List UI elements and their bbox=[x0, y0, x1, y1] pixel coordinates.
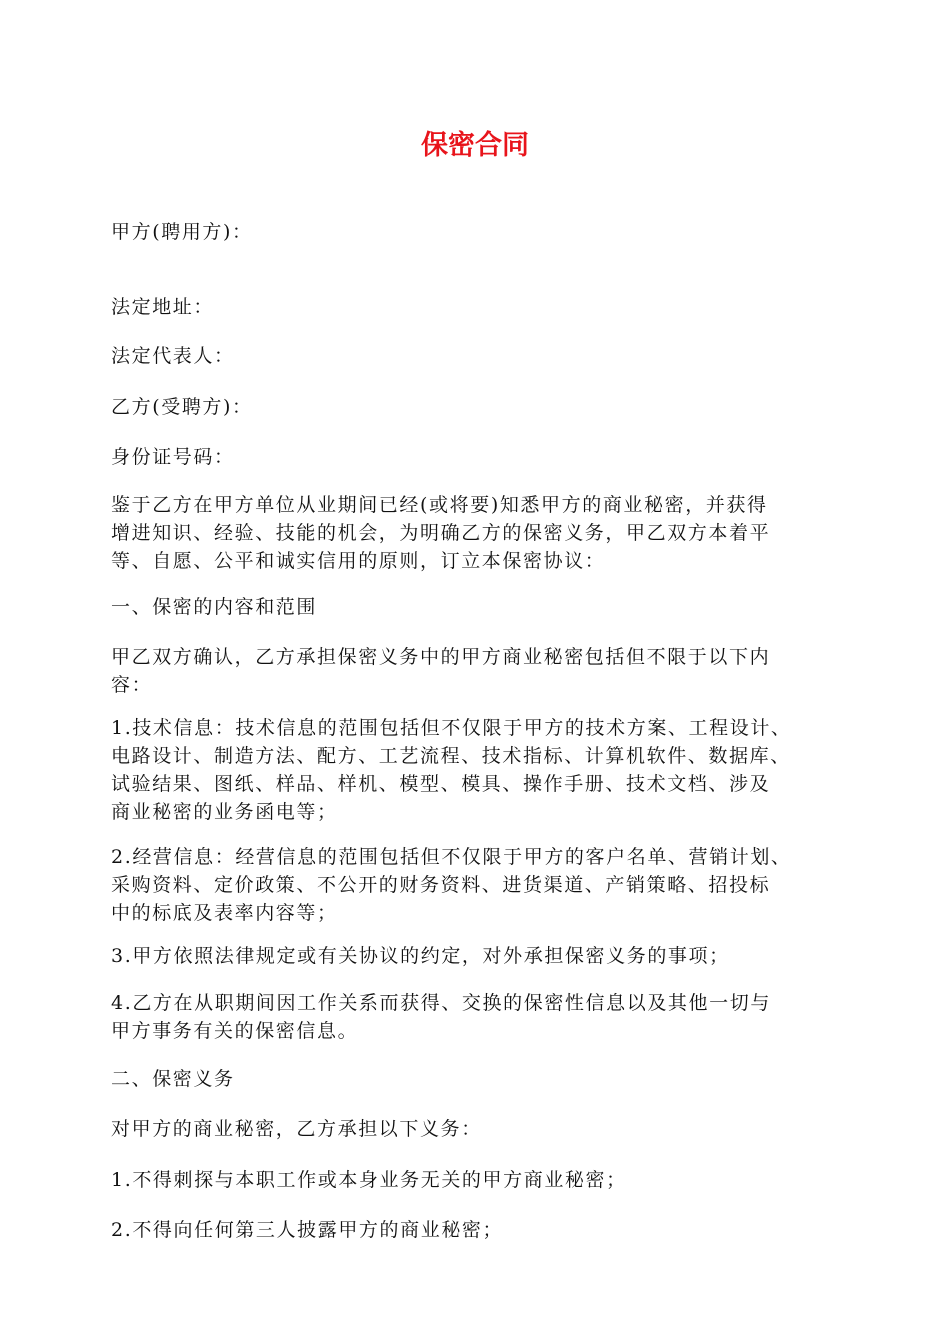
preamble-paragraph bbox=[111, 491, 846, 575]
section1-item-4 bbox=[111, 989, 846, 1045]
preamble-line: 等、自愿、公平和诚实信用的原则，订立本保密协议： bbox=[111, 550, 606, 572]
section1-intro bbox=[111, 643, 846, 699]
party-a-field: 甲方(聘用方)： bbox=[111, 221, 253, 243]
preamble-line: 鉴于乙方在甲方单位从业期间已经(或将要)知悉甲方的商业秘密，并获得 bbox=[111, 494, 768, 516]
section1-item-2 bbox=[111, 843, 846, 927]
section1-item-3: 3.甲方依照法律规定或有关协议的约定，对外承担保密义务的事项； bbox=[111, 945, 730, 967]
party-b-field: 乙方(受聘方)： bbox=[111, 396, 253, 418]
item-line: 商业秘密的业务函电等； bbox=[111, 801, 338, 823]
section1-intro-line: 容： bbox=[111, 674, 153, 696]
document-title: 保密合同 bbox=[421, 130, 529, 161]
id-number-field: 身份证号码： bbox=[111, 446, 235, 468]
section1-heading: 一、保密的内容和范围 bbox=[111, 596, 318, 618]
item-line: 电路设计、制造方法、配方、工艺流程、技术指标、计算机软件、数据库、 bbox=[111, 745, 791, 767]
section2-heading: 二、保密义务 bbox=[111, 1068, 235, 1090]
item-line: 1.技术信息：技术信息的范围包括但不仅限于甲方的技术方案、工程设计、 bbox=[111, 717, 792, 739]
section2-item-2: 2.不得向任何第三人披露甲方的商业秘密； bbox=[111, 1219, 504, 1241]
section1-item-1 bbox=[111, 714, 846, 826]
section2-item-1: 1.不得刺探与本职工作或本身业务无关的甲方商业秘密； bbox=[111, 1169, 627, 1191]
item-line: 甲方事务有关的保密信息。 bbox=[111, 1020, 359, 1042]
legal-address-field: 法定地址： bbox=[111, 296, 215, 318]
item-line: 试验结果、图纸、样品、样机、模型、模具、操作手册、技术文档、涉及 bbox=[111, 773, 771, 795]
item-line: 4.乙方在从职期间因工作关系而获得、交换的保密性信息以及其他一切与 bbox=[111, 992, 771, 1014]
preamble-line: 增进知识、经验、技能的机会，为明确乙方的保密义务，甲乙双方本着平 bbox=[111, 522, 771, 544]
item-line: 中的标底及表率内容等； bbox=[111, 902, 338, 924]
item-line: 2.经营信息：经营信息的范围包括但不仅限于甲方的客户名单、营销计划、 bbox=[111, 846, 792, 868]
item-line: 采购资料、定价政策、不公开的财务资料、进货渠道、产销策略、招投标 bbox=[111, 874, 771, 896]
section1-intro-line: 甲乙双方确认，乙方承担保密义务中的甲方商业秘密包括但不限于以下内 bbox=[111, 646, 771, 668]
legal-rep-field: 法定代表人： bbox=[111, 345, 235, 367]
section2-intro: 对甲方的商业秘密，乙方承担以下义务： bbox=[111, 1118, 482, 1140]
